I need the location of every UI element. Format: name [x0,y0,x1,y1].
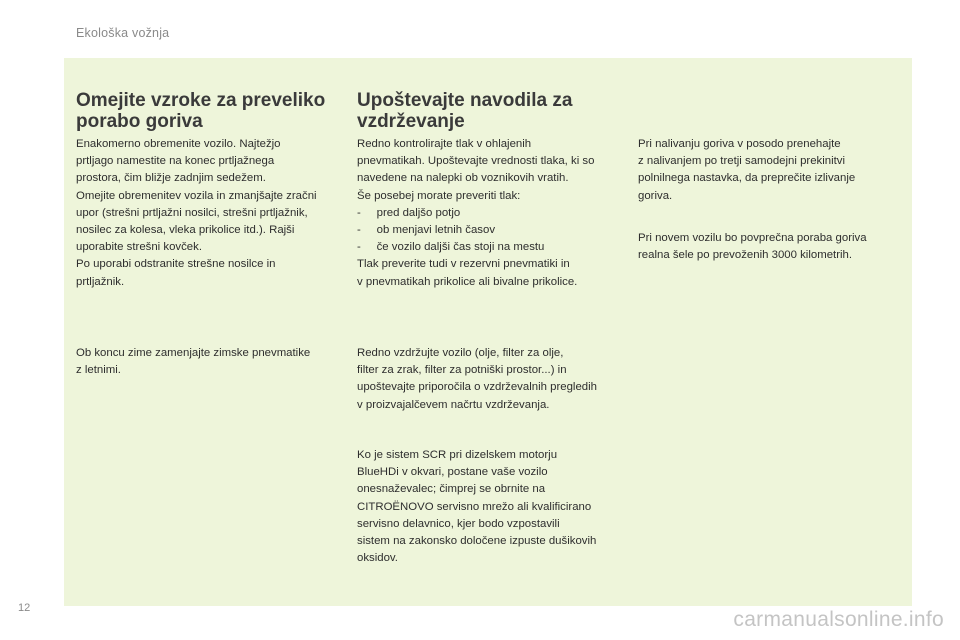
watermark-text: carmanualsonline.info [733,608,944,631]
list-item: - ob menjavi letnih časov [357,224,496,237]
page-number: 12 [18,602,31,614]
text-line: Pri nalivanju goriva v posodo prenehajte [638,138,841,150]
col2-paragraph-pressure [357,136,594,291]
col2-heading-line: vzdrževanje [357,111,465,132]
text-line: v pnevmatikah prikolice ali bivalne prikolice. [357,275,578,288]
text-line: nosilec za kolesa, vleka prikolice itd.). Rajši [76,224,295,237]
text-line: CITROËNOVO servisno mrežo ali kvalificirano [357,500,592,513]
text-line: navedene na nalepki ob voznikovih vratih. [357,172,569,185]
col3-paragraph-refuelling [638,136,855,205]
text-line: Po uporabi odstranite strešne nosilce in [76,258,276,271]
text-line: pnevmatikah. Upoštevajte vrednosti tlaka, ki so [357,155,595,168]
section-title: Ekološka vožnja [76,26,170,40]
text-line: filter za zrak, filter za potniški prostor...) in [357,364,567,377]
text-line: uporabite strešni kovček. [76,241,202,254]
text-line: prtljažnik. [76,275,125,288]
col3-paragraph-new-vehicle [638,230,867,264]
text-line: Redno vzdržujte vozilo (olje, filter za olje, [357,347,564,359]
col2-heading [357,90,572,132]
text-line: servisno delavnico, kjer bodo vzpostavili [357,517,560,530]
col2-paragraph-scr-system [357,447,596,567]
text-line: Redno kontrolirajte tlak v ohlajenih [357,138,532,150]
text-line: Še posebej morate preveriti tlak: [357,189,521,202]
col1-heading-line: porabo goriva [76,111,203,132]
col1-paragraph-tyres [76,345,310,379]
text-line: z nalivanjem po tretji samodejni prekinitvi [638,155,846,168]
text-line: upoštevajte priporočila o vzdrževalnih pregledih [357,381,597,394]
text-line: prostora, čim bližje zadnjim sedežem. [76,172,266,185]
text-line: Pri novem vozilu bo povprečna poraba goriva [638,232,867,244]
text-line: Ko je sistem SCR pri dizelskem motorju [357,449,558,461]
list-item: - če vozilo daljši čas stoji na mestu [357,241,545,254]
col1-heading-line: Omejite vzroke za preveliko [76,90,326,111]
text-line: polnilnega nastavka, da preprečite izlivanje [638,172,856,185]
text-line: prtljago namestite na konec prtljažnega [76,155,275,168]
col2-paragraph-maintenance [357,345,597,414]
col2-heading-line: Upoštevajte navodila za [357,90,573,111]
text-line: Enakomerno obremenite vozilo. Najtežjo [76,138,281,150]
text-line: BlueHDi v okvari, postane vaše vozilo [357,466,548,479]
text-line: upor (strešni prtljažni nosilci, strešni prtljažnik, [76,206,308,219]
list-item: - pred daljšo potjo [357,206,461,219]
text-line: Omejite obremenitev vozila in zmanjšajte zračni [76,189,317,202]
col1-heading [76,90,325,132]
col1-paragraph-load [76,136,317,291]
text-line: oksidov. [357,552,398,565]
text-line: z letnimi. [76,364,121,377]
text-line: realna šele po prevoženih 3000 kilometrih. [638,249,853,262]
text-line: sistem na zakonsko določene izpuste dušikovih [357,535,597,548]
text-line: onesnaževalec; čimprej se obrnite na [357,483,546,496]
text-line: Tlak preverite tudi v rezervni pnevmatiki in [357,258,570,271]
text-line: Ob koncu zime zamenjajte zimske pnevmatike [76,347,311,359]
text-line: goriva. [638,189,673,202]
text-line: v proizvajalčevem načrtu vzdrževanja. [357,398,550,411]
